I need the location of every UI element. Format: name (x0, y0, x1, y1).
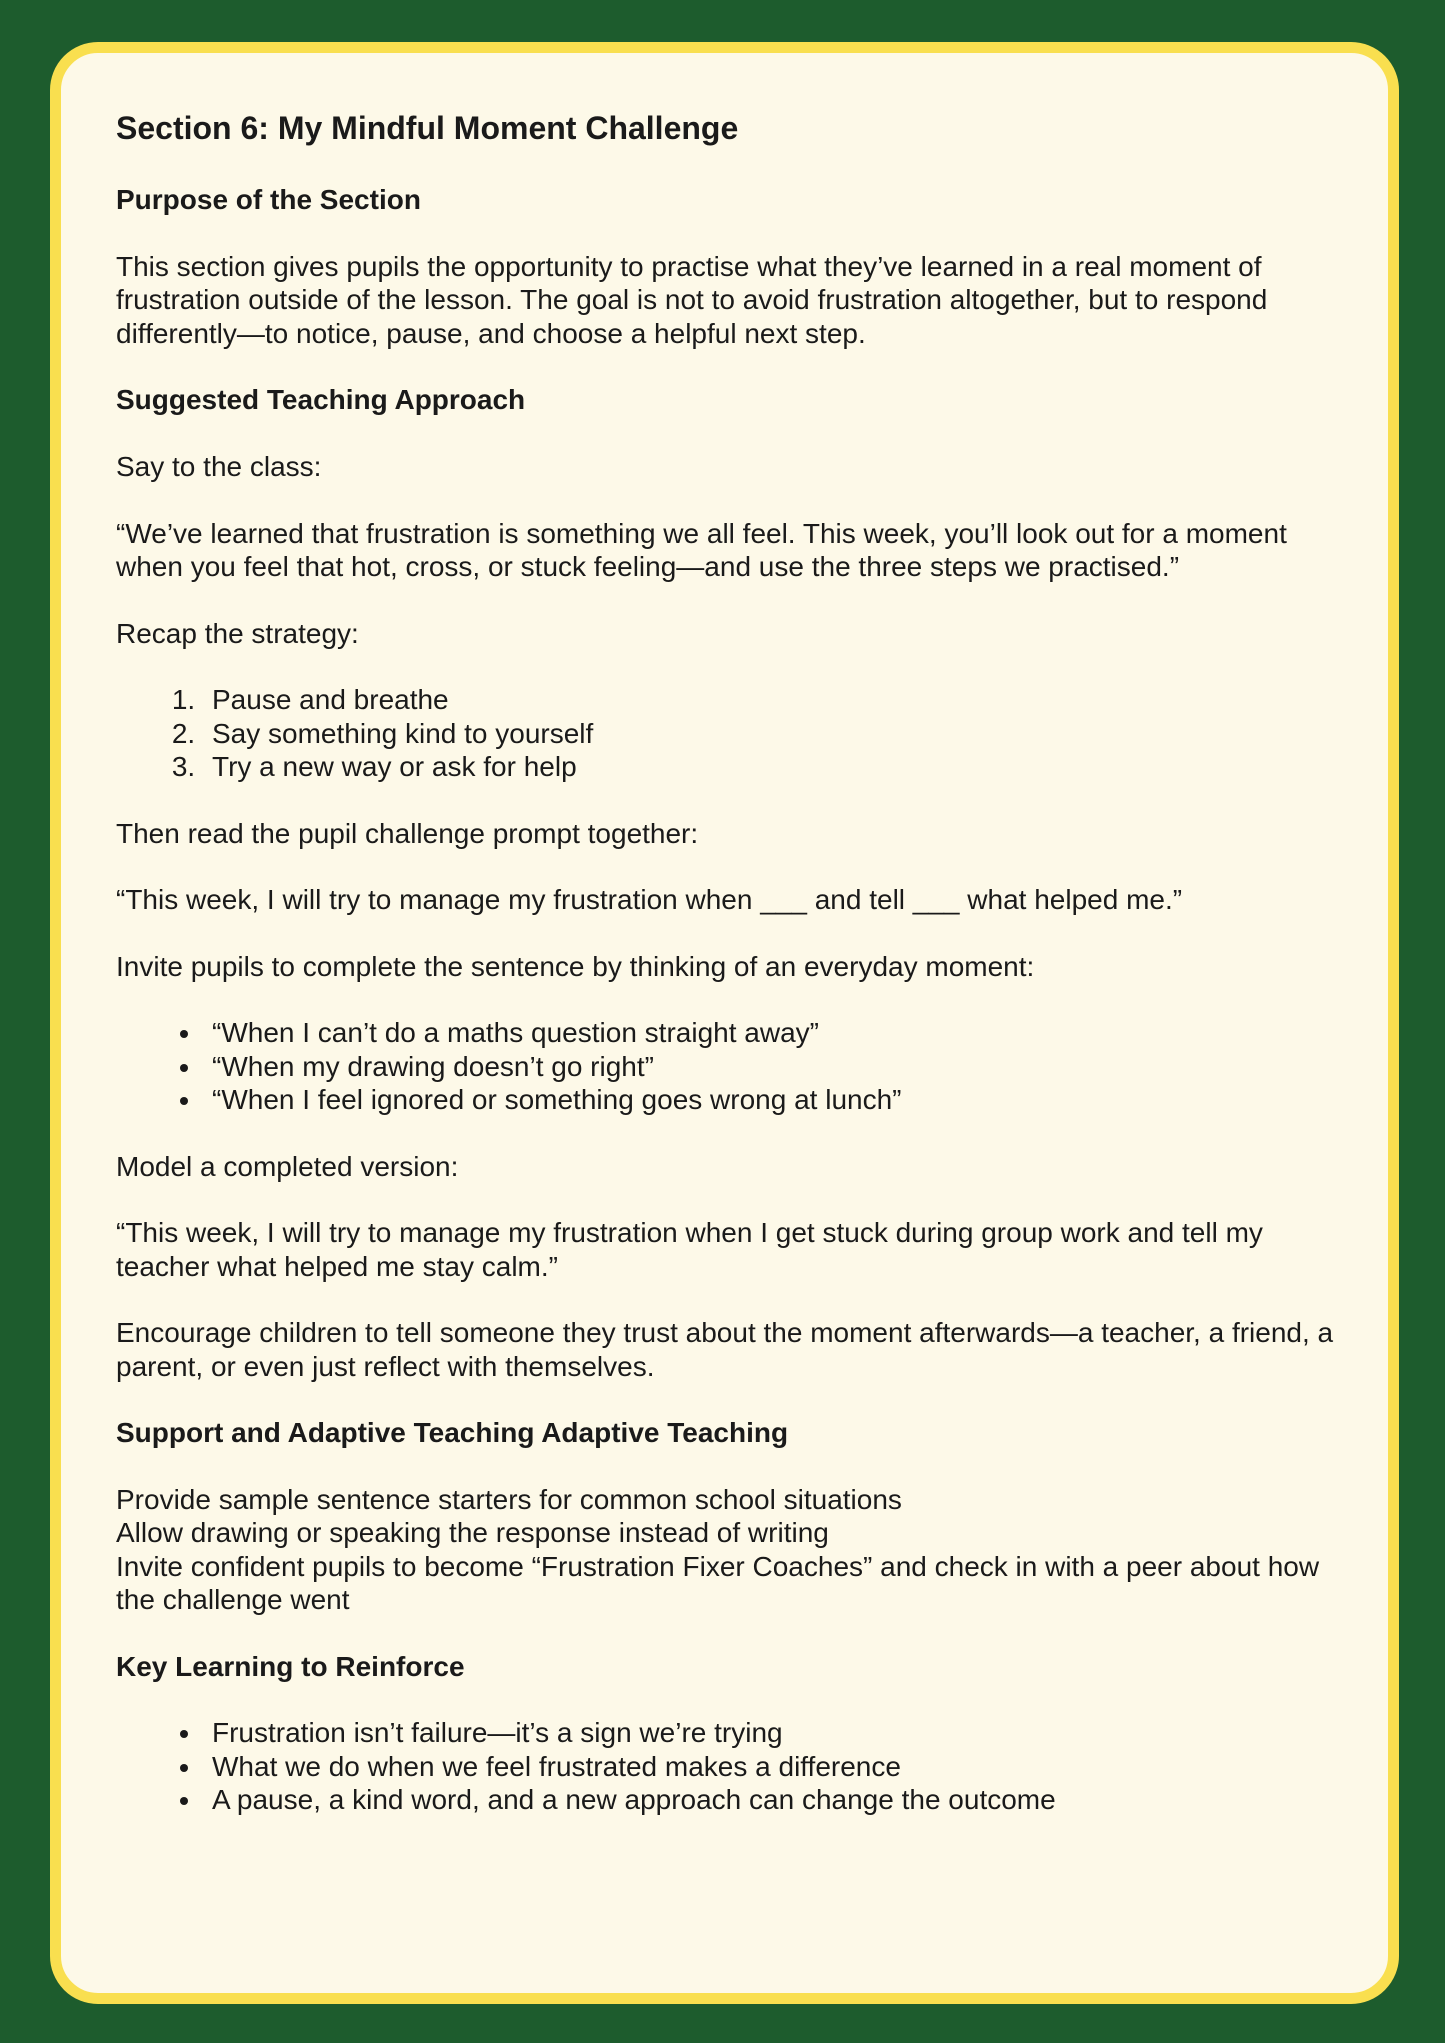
say-intro: Say to the class: (116, 451, 322, 483)
key-learning-item: • A pause, a kind word, and a new approach can change the outcome (203, 1783, 1336, 1817)
content-card (50, 42, 1399, 2004)
model-intro: Model a completed version: (116, 1150, 459, 1182)
approach-heading: Suggested Teaching Approach (116, 384, 526, 416)
encourage-text: Encourage children to tell someone they trust about the moment afterwards—a teacher, a friend, a parent, or even just reflect with themselves. (116, 1317, 1334, 1382)
example-item: • “When I can’t do a maths question straight away” (203, 1016, 1336, 1050)
example-item: • “When I feel ignored or something goes wrong at lunch” (203, 1083, 1336, 1117)
support-heading: Support and Adaptive Teaching Adaptive Teaching (116, 1417, 789, 1449)
invite-intro: Invite pupils to complete the sentence by thinking of an everyday moment: (116, 950, 1035, 982)
strategy-step: 2. Say something kind to yourself (203, 717, 1336, 751)
key-learning-item: • Frustration isn’t failure—it’s a sign we’re trying (203, 1716, 1336, 1750)
section-title: Section 6: My Mindful Moment Challenge (116, 110, 739, 146)
key-learning-list (116, 1716, 1336, 1817)
purpose-heading: Purpose of the Section (116, 184, 421, 216)
model-text: “This week, I will try to manage my frustration when I get stuck during group work and tell my teacher what helped me stay calm.” (116, 1217, 1263, 1282)
recap-intro: Recap the strategy: (116, 617, 359, 649)
key-learning-item: • What we do when we feel frustrated makes a difference (203, 1750, 1336, 1784)
key-learning-heading: Key Learning to Reinforce (116, 1650, 465, 1682)
strategy-step: 3. Try a new way or ask for help (203, 750, 1336, 784)
support-line: Provide sample sentence starters for common school situations (116, 1483, 902, 1515)
support-lines (116, 1483, 1336, 1617)
support-line: Invite confident pupils to become “Frustration Fixer Coaches” and check in with a peer about how the challenge went (116, 1550, 1320, 1616)
strategy-steps-list (116, 683, 1336, 784)
example-item: • “When my drawing doesn’t go right” (203, 1050, 1336, 1084)
class-quote: “We’ve learned that frustration is something we all feel. This week, you’ll look out for a moment when you feel that hot, cross, or stuck feeling—and use the three steps we practised.” (116, 517, 1287, 583)
prompt-intro: Then read the pupil challenge prompt together: (116, 817, 699, 849)
purpose-text: This section gives pupils the opportunity to practise what they’ve learned in a real moment of frustration outside of the lesson. The goal is not to avoid frustration altogether, but to respond differently—to notice, pause, and choose a helpful next step. (116, 250, 1268, 349)
strategy-step: 1. Pause and breathe (203, 683, 1336, 717)
challenge-prompt: “This week, I will try to manage my frustration when ___ and tell ___ what helped me.” (116, 884, 1183, 916)
examples-list (116, 1016, 1336, 1117)
support-line: Allow drawing or speaking the response instead of writing (116, 1517, 829, 1549)
